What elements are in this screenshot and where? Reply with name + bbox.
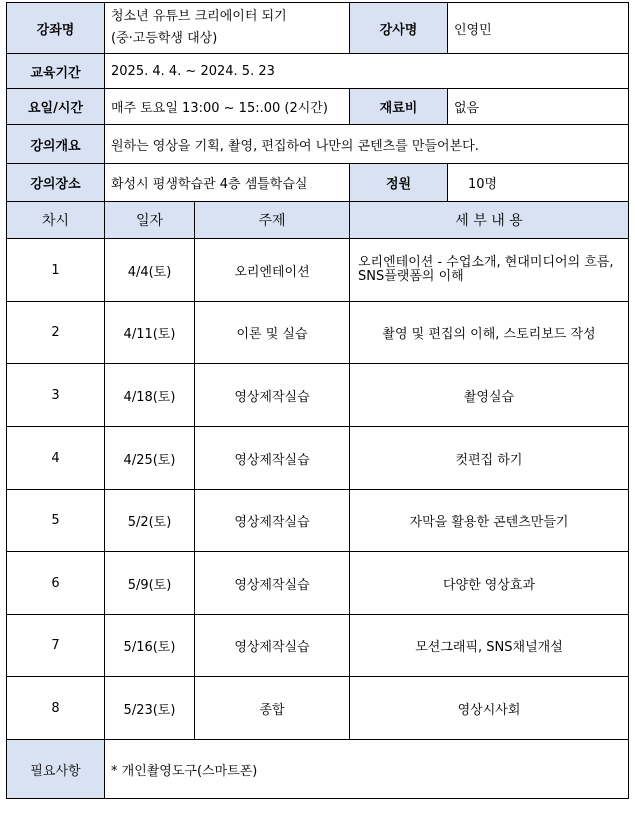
period-value: 2025. 4. 4. ~ 2024. 5. 23 (105, 54, 629, 89)
table-row (7, 490, 629, 552)
course-title-cell (105, 3, 350, 54)
session-detail: 컷편집 하기 (350, 427, 629, 490)
capacity-label: 정원 (350, 164, 448, 202)
materials-label: 재료비 (350, 89, 448, 125)
session-no: 7 (7, 615, 105, 677)
table-row (7, 677, 629, 740)
row-schedule (7, 89, 629, 125)
session-topic: 이론 및 실습 (195, 302, 350, 364)
schedule-label: 요일/시간 (7, 89, 105, 125)
course-title-line1: 청소년 유튜브 크리에이터 되기 (111, 9, 287, 24)
session-date: 5/16(토) (105, 615, 195, 677)
header-date: 일자 (105, 202, 195, 239)
session-topic: 영상제작실습 (195, 615, 350, 677)
requirements-value: * 개인촬영도구(스마트폰) (105, 740, 629, 799)
session-detail: 오리엔테이션 - 수업소개, 현대미디어의 흐름, SNS플랫폼의 이해 (350, 239, 629, 302)
period-label: 교육기간 (7, 54, 105, 89)
header-topic: 주제 (195, 202, 350, 239)
session-topic: 영상제작실습 (195, 427, 350, 490)
title-label: 강좌명 (7, 3, 105, 54)
table-row (7, 427, 629, 490)
instructor-value: 인영민 (448, 3, 629, 54)
session-date: 4/25(토) (105, 427, 195, 490)
session-no: 6 (7, 552, 105, 615)
session-detail: 자막을 활용한 콘텐츠만들기 (350, 490, 629, 552)
session-no: 3 (7, 364, 105, 427)
session-detail: 다양한 영상효과 (350, 552, 629, 615)
course-title-line2: (중·고등학생 대상) (111, 31, 218, 46)
table-row (7, 239, 629, 302)
instructor-label: 강사명 (350, 3, 448, 54)
session-topic: 영상제작실습 (195, 364, 350, 427)
table-row (7, 615, 629, 677)
header-detail: 세 부 내 용 (350, 202, 629, 239)
capacity-value: 10명 (448, 164, 629, 202)
session-no: 8 (7, 677, 105, 740)
session-topic: 영상제작실습 (195, 552, 350, 615)
session-date: 5/9(토) (105, 552, 195, 615)
session-date: 5/23(토) (105, 677, 195, 740)
row-overview (7, 125, 629, 164)
session-detail: 촬영 및 편집의 이해, 스토리보드 작성 (350, 302, 629, 364)
row-period (7, 54, 629, 89)
venue-value: 화성시 평생학습관 4층 셈틀학습실 (105, 164, 350, 202)
session-no: 2 (7, 302, 105, 364)
table-row (7, 364, 629, 427)
session-date: 4/11(토) (105, 302, 195, 364)
session-topic: 오리엔테이션 (195, 239, 350, 302)
row-venue (7, 164, 629, 202)
session-date: 4/4(토) (105, 239, 195, 302)
session-no: 1 (7, 239, 105, 302)
session-date: 5/2(토) (105, 490, 195, 552)
table-row (7, 302, 629, 364)
session-no: 4 (7, 427, 105, 490)
overview-value: 원하는 영상을 기획, 촬영, 편집하여 나만의 콘텐츠를 만들어본다. (105, 125, 629, 164)
table-row (7, 552, 629, 615)
session-topic: 영상제작실습 (195, 490, 350, 552)
session-topic: 종합 (195, 677, 350, 740)
schedule-value: 매주 토요일 13:00 ~ 15:.00 (2시간) (105, 89, 350, 125)
sessions-header-row (7, 202, 629, 239)
header-session-no: 차시 (7, 202, 105, 239)
course-info-table (6, 2, 629, 799)
session-detail: 영상시사회 (350, 677, 629, 740)
requirements-label: 필요사항 (7, 740, 105, 799)
venue-label: 강의장소 (7, 164, 105, 202)
row-requirements (7, 740, 629, 799)
session-date: 4/18(토) (105, 364, 195, 427)
session-no: 5 (7, 490, 105, 552)
materials-value: 없음 (448, 89, 629, 125)
session-detail: 모션그래픽, SNS채널개설 (350, 615, 629, 677)
row-title (7, 3, 629, 54)
overview-label: 강의개요 (7, 125, 105, 164)
session-detail: 촬영실습 (350, 364, 629, 427)
